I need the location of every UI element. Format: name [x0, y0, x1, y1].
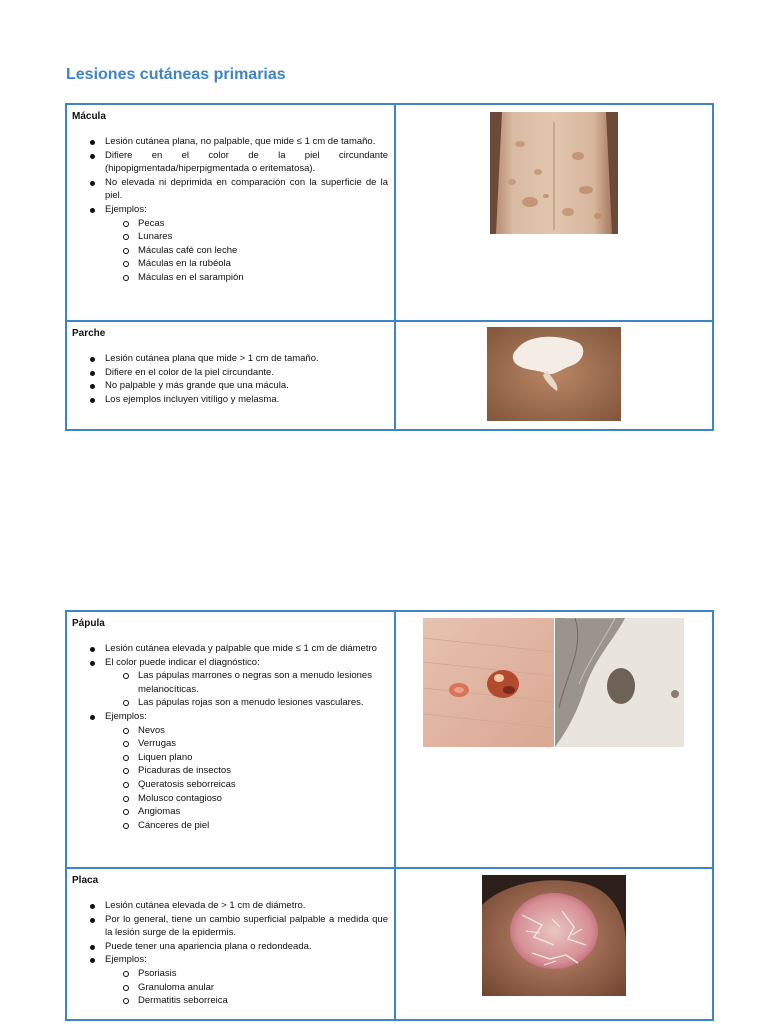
examples-label: Ejemplos: [105, 954, 147, 966]
list-item [105, 656, 388, 710]
list-item: Máculas en el sarampión [138, 271, 388, 285]
list-item: Verrugas [138, 737, 388, 751]
list-item: Lesión cutánea plana que mide > 1 cm de tamaño. [105, 352, 388, 366]
list-item: Lesión cutánea elevada de > 1 cm de diámetro. [105, 899, 388, 913]
list-item [105, 203, 388, 285]
parche-text-cell [66, 321, 395, 430]
papula-text-cell [66, 611, 395, 868]
placa-image-cell [395, 868, 713, 1020]
list-item: Difiere en el color de la piel circundante (hipopigmentada/hiperpigmentada o eritematosa). [105, 149, 388, 175]
list-item: Máculas en la rubéola [138, 257, 388, 271]
color-label: El color puede indicar el diagnóstico: [105, 656, 260, 668]
list-item: Lesión cutánea elevada y palpable que mide ≤ 1 cm de diámetro [105, 642, 388, 656]
list-item [105, 710, 388, 832]
list-item: No palpable y más grande que una mácula. [105, 379, 388, 393]
list-item: Lunares [138, 230, 388, 244]
macula-bullets [72, 135, 388, 285]
list-item: Picaduras de insectos [138, 764, 388, 778]
list-item: Nevos [138, 724, 388, 738]
list-item: Pecas [138, 217, 388, 231]
table-row-placa [66, 868, 713, 1020]
list-item: Las pápulas marrones o negras son a menudo lesiones melanocíticas. [138, 669, 388, 696]
list-item: Los ejemplos incluyen vitíligo y melasma. [105, 393, 388, 407]
placa-heading: Placa [72, 875, 99, 886]
psoriasis-plaque-photo [482, 875, 626, 996]
list-item: Angiomas [138, 805, 388, 819]
parche-heading: Parche [72, 328, 106, 339]
papula-color-notes [105, 669, 388, 710]
placa-text-cell [66, 868, 395, 1020]
list-item: Cánceres de piel [138, 819, 388, 833]
list-item: Queratosis seborreicas [138, 778, 388, 792]
macula-heading: Mácula [72, 111, 106, 122]
list-item: Por lo general, tiene un cambio superficial palpable a medida que la lesión surge de la epidermis. [105, 913, 388, 939]
placa-examples [105, 967, 388, 1008]
list-item: Psoriasis [138, 967, 388, 981]
list-item: Puede tener una apariencia plana o redondeada. [105, 940, 388, 954]
lesions-table-2 [65, 610, 714, 1021]
papula-image-cell [395, 611, 713, 868]
macula-image-cell [395, 104, 713, 321]
placa-bullets [72, 899, 388, 1008]
list-item: Máculas café con leche [138, 244, 388, 258]
list-item: Lesión cutánea plana, no palpable, que mide ≤ 1 cm de tamaño. [105, 135, 388, 149]
list-item: Liquen plano [138, 751, 388, 765]
papula-bullets [72, 642, 388, 832]
brown-papule-photo [555, 618, 684, 747]
parche-image-cell [395, 321, 713, 430]
lesions-table-1 [65, 103, 714, 431]
table-row-parche [66, 321, 713, 430]
papula-heading: Pápula [72, 618, 105, 629]
macula-text-cell [66, 104, 395, 321]
examples-label: Ejemplos: [105, 710, 147, 722]
vitiligo-patch-photo [487, 327, 621, 421]
red-papules-photo [423, 618, 554, 747]
macula-examples [105, 217, 388, 285]
page-title: Lesiones cutáneas primarias [66, 66, 286, 83]
list-item: Las pápulas rojas son a menudo lesiones vasculares. [138, 696, 388, 710]
table-row-macula [66, 104, 713, 321]
back-skin-macules-photo [490, 112, 618, 234]
list-item: Difiere en el color de la piel circundante. [105, 366, 388, 380]
papula-examples [105, 724, 388, 833]
list-item: Granuloma anular [138, 981, 388, 995]
list-item [105, 953, 388, 1007]
parche-bullets [72, 352, 388, 406]
examples-label: Ejemplos: [105, 203, 147, 215]
list-item: Molusco contagioso [138, 792, 388, 806]
list-item: No elevada ni deprimida en comparación con la superficie de la piel. [105, 176, 388, 202]
list-item: Dermatitis seborreica [138, 994, 388, 1008]
table-row-papula [66, 611, 713, 868]
